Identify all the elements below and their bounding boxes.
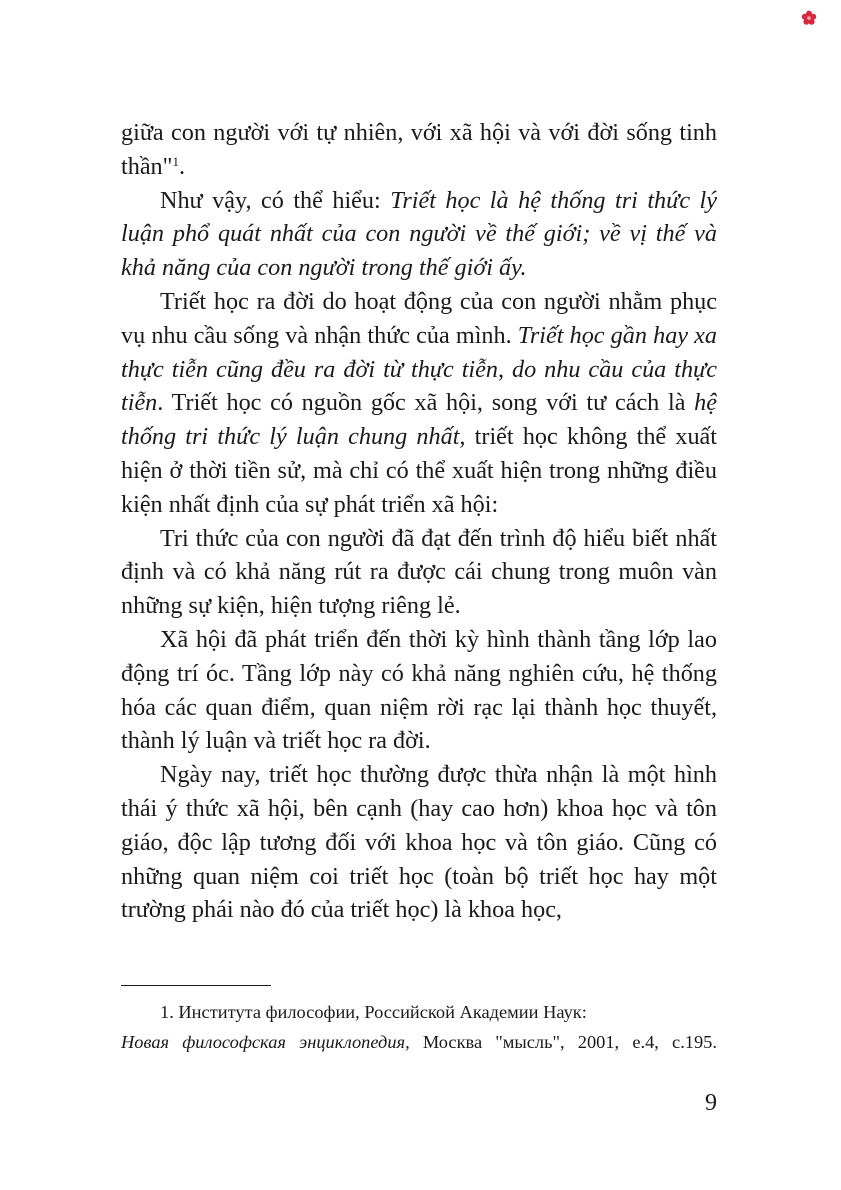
flower-ornament-icon [801, 10, 817, 26]
paragraph-2: Như vậy, có thể hiểu: Triết học là hệ thống tri thức lý luận phổ quát nhất của con người về thế giới; về vị thế và khả năng của con người trong thế giới ấy. [121, 186, 717, 282]
paragraph-4: Tri thức của con người đã đạt đến trình độ hiểu biết nhất định và có khả năng rút ra được cái chung trong muôn vàn những sự kiện, hiện tượng riêng lẻ. [121, 524, 717, 620]
paragraph-3: Triết học ra đời do hoạt động của con người nhằm phục vụ nhu cầu sống và nhận thức của mình. Triết học gần hay xa thực tiễn cũng đều ra đời từ thực tiễn, do nhu cầu của thực tiễn. Triết học có nguồn gốc xã hội, song với tư cách là hệ thống tri thức lý luận chung nhất, triết học không thể xuất hiện ở thời tiền sử, mà chỉ có thể xuất hiện trong những điều kiện nhất định của sự phát triển xã hội: [121, 287, 717, 518]
footnote-line-1: 1. Института философии, Российской Академии Наук: [160, 1002, 587, 1022]
definition-italic: Triết học là hệ thống tri thức lý luận phổ quát nhất của con người về thế giới; về vị thế và khả năng của con người trong thế giới ấy. [121, 186, 717, 282]
footnote-reference[interactable]: 1 [172, 153, 180, 169]
body-text [121, 116, 717, 927]
page-number: 9 [705, 1090, 717, 1116]
footnote-separator [121, 985, 271, 986]
footnote [121, 997, 717, 1057]
paragraph-6: Ngày nay, triết học thường được thừa nhận là một hình thái ý thức xã hội, bên cạnh (hay cao hơn) khoa học và tôn giáo, độc lập tương đối với khoa học và tôn giáo. Cũng có những quan niệm coi triết học (toàn bộ triết học hay một trường phái nào đó của triết học) là khoa học, [121, 761, 717, 924]
paragraph-5: Xã hội đã phát triển đến thời kỳ hình thành tầng lớp lao động trí óc. Tầng lớp này có khả năng nghiên cứu, hệ thống hóa các quan điểm, quan niệm rời rạc lại thành học thuyết, thành lý luận và triết học ra đời. [121, 625, 717, 755]
footnote-line-2: Новая философская энциклопедия, Москва "мысль", 2001, е.4, с.195. [121, 1032, 717, 1052]
paragraph-1: giữa con người với tự nhiên, với xã hội và với đời sống tinh thần"$^1$. [121, 119, 717, 180]
